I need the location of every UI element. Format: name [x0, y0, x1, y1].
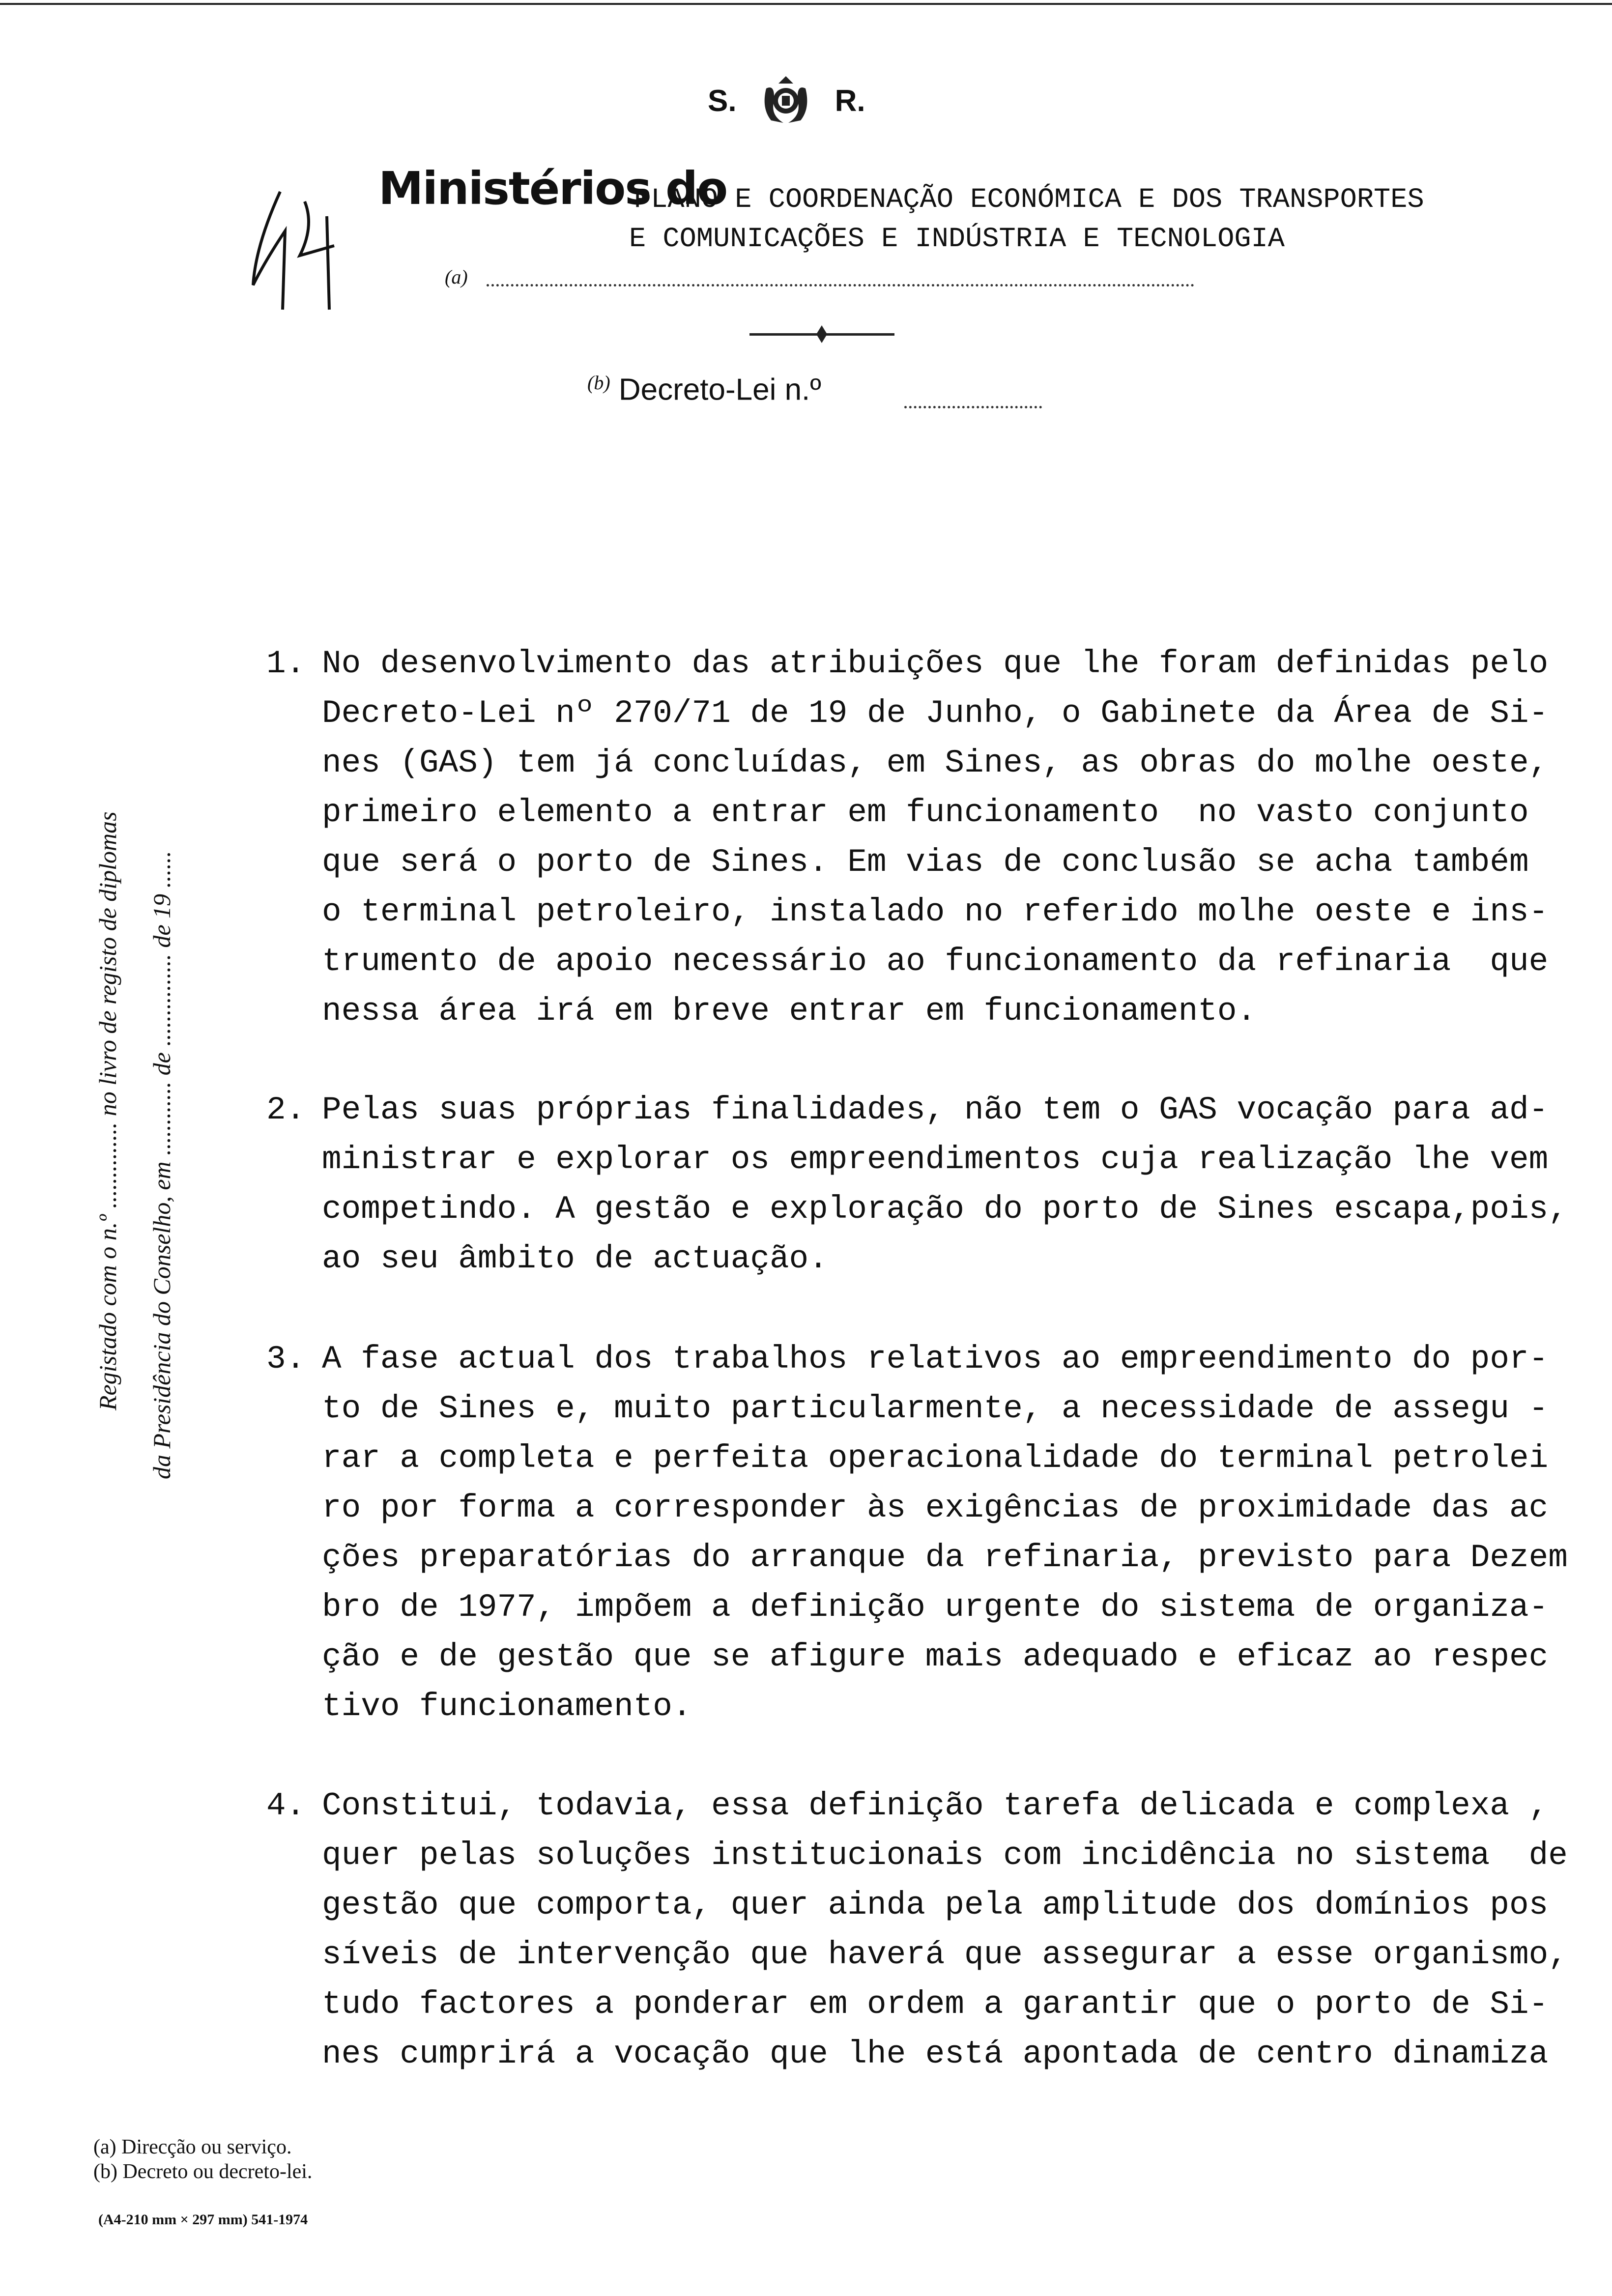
text-line: nessa área irá em breve entrar em funcionamento. — [322, 993, 1257, 1030]
diamond-rule-ornament — [749, 324, 894, 344]
r-letter: R. — [835, 84, 865, 118]
decree-number-field — [904, 406, 1042, 408]
decree-number-line — [587, 371, 821, 407]
top-border-line — [0, 3, 1612, 5]
text-line: primeiro elemento a entrar em funcionamento no vasto conjunto — [322, 794, 1529, 831]
letterhead-emblem — [708, 74, 865, 128]
ministry-name-line2: E COMUNICAÇÕES E INDÚSTRIA E TECNOLOGIA — [629, 224, 1285, 255]
form-code: (A4-210 mm × 297 mm) 541-1974 — [98, 2211, 308, 2228]
text-line: que será o porto de Sines. Em vias de conclusão se acha também — [322, 844, 1529, 881]
text-line: competindo. A gestão e exploração do porto de Sines escapa,pois, — [322, 1191, 1568, 1228]
text-line: A fase actual dos trabalhos relativos ao empreendimento do por- — [322, 1341, 1549, 1378]
registry-note: Registado com o n.º .............. no livro de registo de diplomas — [94, 811, 121, 1410]
decree-marker: (b) — [587, 372, 610, 394]
paragraph-number: 1. — [266, 645, 306, 682]
text-line: bro de 1977, impõem a definição urgente do sistema de organiza- — [322, 1589, 1549, 1626]
ministry-name-line1: PLANO E COORDENAÇÃO ECONÓMICA E DOS TRANSPORTES — [634, 184, 1424, 216]
paragraph-number: 4. — [266, 1787, 306, 1824]
footnote-b: (b) Decreto ou decreto-lei. — [93, 2160, 313, 2183]
text-line: ro por forma a corresponder às exigências de proximidade das ac — [322, 1490, 1549, 1526]
text-line: gestão que comporta, quer ainda pela amplitude dos domínios pos — [322, 1887, 1549, 1923]
paragraph-number: 2. — [266, 1091, 306, 1128]
text-line: quer pelas soluções institucionais com incidência no sistema de — [322, 1837, 1568, 1874]
text-line: No desenvolvimento das atribuições que lhe foram definidas pelo — [322, 645, 1549, 682]
direction-marker: (a) — [445, 266, 468, 288]
text-line: trumento de apoio necessário ao funcionamento da refinaria que — [322, 943, 1549, 980]
text-line: tivo funcionamento. — [322, 1688, 692, 1725]
text-line: Decreto-Lei nº 270/71 de 19 de Junho, o Gabinete da Área de Si- — [322, 695, 1549, 732]
text-line: síveis de intervenção que haverá que assegurar a esse organismo, — [322, 1936, 1568, 1973]
text-line: nes cumprirá a vocação que lhe está apontada de centro dinamiza — [322, 2036, 1549, 2072]
handwritten-mark — [246, 187, 354, 315]
ministry-label: Ministérios do — [378, 162, 727, 215]
text-line: ministrar e explorar os empreendimentos cuja realização lhe vem — [322, 1141, 1549, 1178]
text-line: Pelas suas próprias finalidades, não tem o GAS vocação para ad- — [322, 1091, 1549, 1128]
coat-of-arms-icon — [756, 74, 815, 128]
text-line: tudo factores a ponderar em ordem a garantir que o porto de Si- — [322, 1986, 1549, 2023]
text-line: ao seu âmbito de actuação. — [322, 1240, 828, 1277]
footnote-a: (a) Direcção ou serviço. — [93, 2136, 292, 2158]
direction-field — [487, 284, 1194, 287]
decree-label: Decreto-Lei n.º — [618, 373, 821, 407]
presidency-note: da Presidência do Conselho, em ............ de ............... de 19 ...... — [148, 851, 175, 1479]
text-line: ções preparatórias do arranque da refinaria, previsto para Dezem — [322, 1539, 1568, 1576]
text-line: o terminal petroleiro, instalado no referido molhe oeste e ins- — [322, 893, 1549, 930]
text-line: Constitui, todavia, essa definição tarefa delicada e complexa , — [322, 1787, 1549, 1824]
s-letter: S. — [708, 84, 737, 118]
paragraph-number: 3. — [266, 1341, 306, 1378]
text-line: rar a completa e perfeita operacionalidade do terminal petrolei — [322, 1440, 1549, 1477]
text-line: ção e de gestão que se afigure mais adequado e eficaz ao respec — [322, 1638, 1549, 1675]
text-line: to de Sines e, muito particularmente, a necessidade de assegu - — [322, 1390, 1549, 1427]
text-line: nes (GAS) tem já concluídas, em Sines, as obras do molhe oeste, — [322, 745, 1549, 781]
